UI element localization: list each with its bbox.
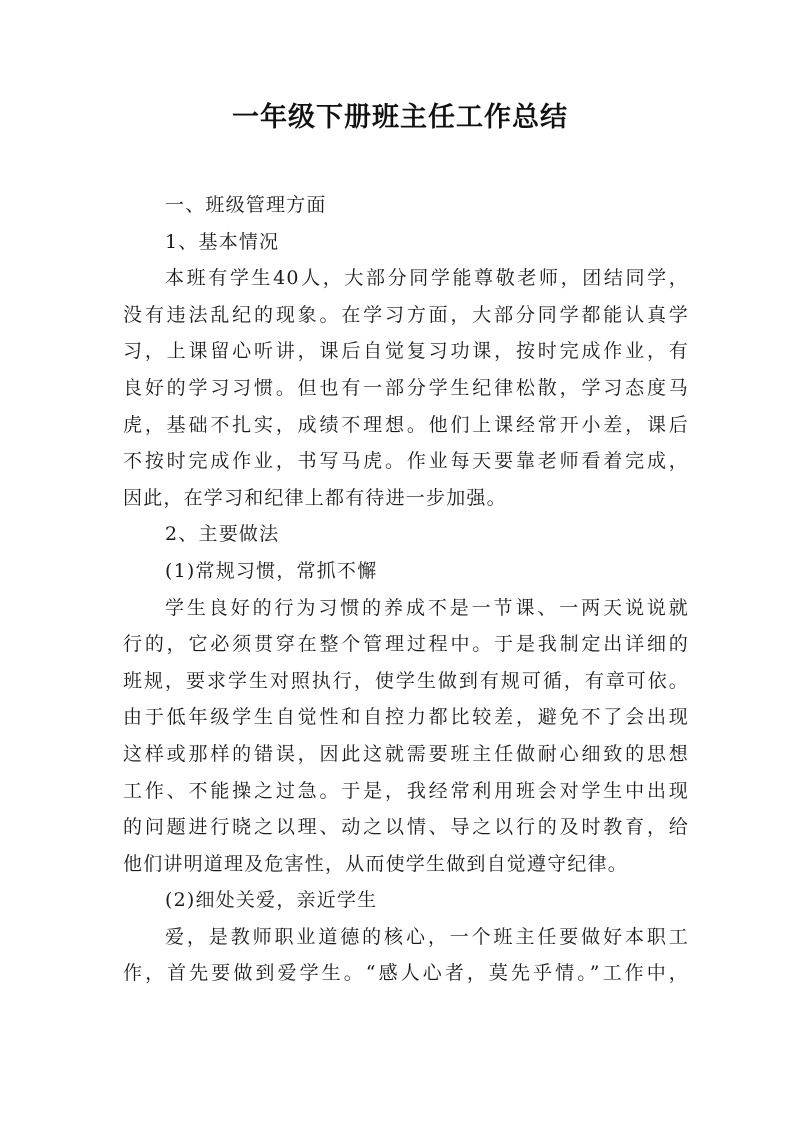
text-line: (2)细处关爱，亲近学生 — [165, 889, 378, 912]
text-line: 行的，它必须贯穿在整个管理过程中。于是我制定出详细的 — [123, 633, 689, 656]
text-line: 他们讲明道理及危害性，从而使学生做到自觉遵守纪律。 — [123, 852, 629, 875]
text-line: 没有违法乱纪的现象。在学习方面，大部分同学都能认真学 — [123, 303, 689, 326]
text-line: 爱，是教师职业道德的核心，一个班主任要做好本职工 — [165, 925, 689, 948]
text-line: 工作、不能操之过急。于是，我经常利用班会对学生中出现 — [123, 779, 689, 802]
text-line: 作，首先要做到爱学生。“感人心者，莫先乎情。”工作中， — [123, 962, 689, 985]
text-line: 本班有学生40人，大部分同学能尊敬老师，团结同学， — [165, 267, 689, 290]
text-line: 良好的学习习惯。但也有一部分学生纪律松散，学习态度马 — [123, 376, 689, 399]
text-line: 一、班级管理方面 — [165, 194, 327, 216]
text-line: 因此，在学习和纪律上都有待进一步加强。 — [123, 486, 507, 509]
document-body — [123, 187, 689, 992]
text-line: 由于低年级学生自觉性和自控力都比较差，避免不了会出现 — [123, 706, 689, 729]
text-line: 的问题进行晓之以理、动之以情、导之以行的及时教育，给 — [123, 816, 689, 839]
text-line: 这样或那样的错误，因此这就需要班主任做耐心细致的思想 — [123, 742, 689, 765]
text-line: 班规，要求学生对照执行，使学生做到有规可循，有章可依。 — [123, 669, 689, 692]
text-line: 学生良好的行为习惯的养成不是一节课、一两天说说就 — [165, 596, 689, 619]
document-title: 一年级下册班主任工作总结 — [232, 102, 568, 133]
text-line: 2、主要做法 — [165, 523, 280, 546]
text-line: (1)常规习惯，常抓不懈 — [165, 559, 378, 582]
text-line: 不按时完成作业，书写马虎。作业每天要靠老师看着完成， — [123, 450, 689, 473]
text-line: 虎，基础不扎实，成绩不理想。他们上课经常开小差，课后 — [123, 413, 689, 436]
text-line: 习，上课留心听讲，课后自觉复习功课，按时完成作业，有 — [123, 340, 689, 363]
text-line: 1、基本情况 — [165, 230, 280, 253]
